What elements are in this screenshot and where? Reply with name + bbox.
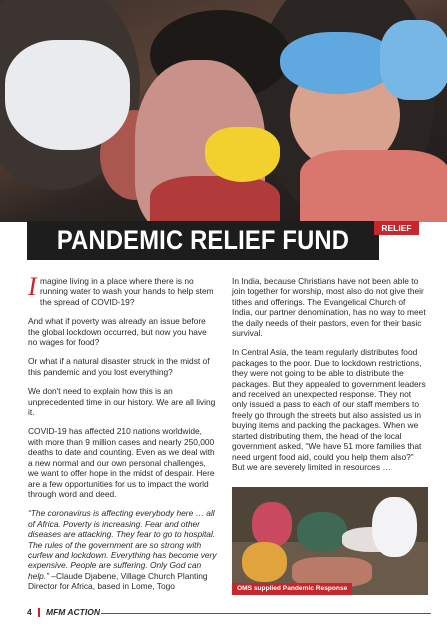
right-column	[232, 276, 428, 481]
left-column	[28, 272, 218, 601]
drop-cap: I	[28, 272, 37, 301]
paragraph-poverty: And what if poverty was already an issue before the global lockdown occurred, but now you have no wages for food?	[28, 316, 207, 348]
page-footer	[27, 607, 429, 619]
paragraph-unprecedented: We don't need to explain how this is an unprecedented time in our history. We are all living it.	[28, 386, 216, 418]
page-number: 4	[27, 607, 32, 617]
paragraph-india: In India, because Christians have not been able to join together for worship, most also do not give their tithes and offerings. The Evangelical Church of India, our partner denomination, has no way to meet the daily needs of their pastors, even for their basic survival.	[232, 276, 426, 339]
pull-quote	[28, 508, 218, 591]
footer-separator	[38, 608, 40, 617]
section-tag: RELIEF	[374, 221, 419, 235]
paragraph-covid-stats: COVID-19 has affected 210 nations worldwide, with more than 9 million cases and nearly 250,000 deaths to date and counting. Even as we deal with a new normal and our own personal challenges, we want to offer hope in the midst of despair. Here are a few opportunities for us to impact the world through word and deed.	[28, 426, 215, 499]
relief-photo	[232, 487, 428, 595]
paragraph-central-asia: In Central Asia, the team regularly distributes food packages to the poor. Due to lockdown restrictions, they were not going to be able to distribute the packages. But they appealed to government leaders and received an unexpected response. They not only issued a pass to each of our staff members to freely go through the streets but also assisted us in buying items and packing the packages. When we started distributing them, the head of the local government asked, “We have 51 more families that need urgent food aid, could you help them also?” But we are severely limited in resources …	[232, 347, 426, 472]
page-title: PANDEMIC RELIEF FUND	[56, 225, 350, 255]
title-band	[27, 221, 379, 260]
hero-photo	[0, 0, 447, 222]
quote-text: “The coronavirus is affecting everybody here … all of Africa. Poverty is increasing. Fear and other diseases are attacking. They fear to go to hospital. The rules of the government are so strong with curfew and lockdown. Everything has become very expensive. People are suffering. Only God can help.”	[28, 508, 217, 581]
quote-attribution: –Claude Djabene, Village Church Planting Director for Africa, based in Lome, Togo	[28, 570, 208, 592]
photo-caption: OMS supplied Pandemic Response	[232, 583, 352, 595]
intro-text: magine living in a place where there is no running water to wash your hands to help stem the spread of COVID-19?	[40, 276, 214, 307]
magazine-name: MFM ACTION	[46, 607, 100, 617]
intro-paragraph	[28, 272, 218, 307]
paragraph-disaster: Or what if a natural disaster struck in the midst of this pandemic and you lost everything?	[28, 356, 210, 377]
footer-rule	[101, 613, 431, 614]
